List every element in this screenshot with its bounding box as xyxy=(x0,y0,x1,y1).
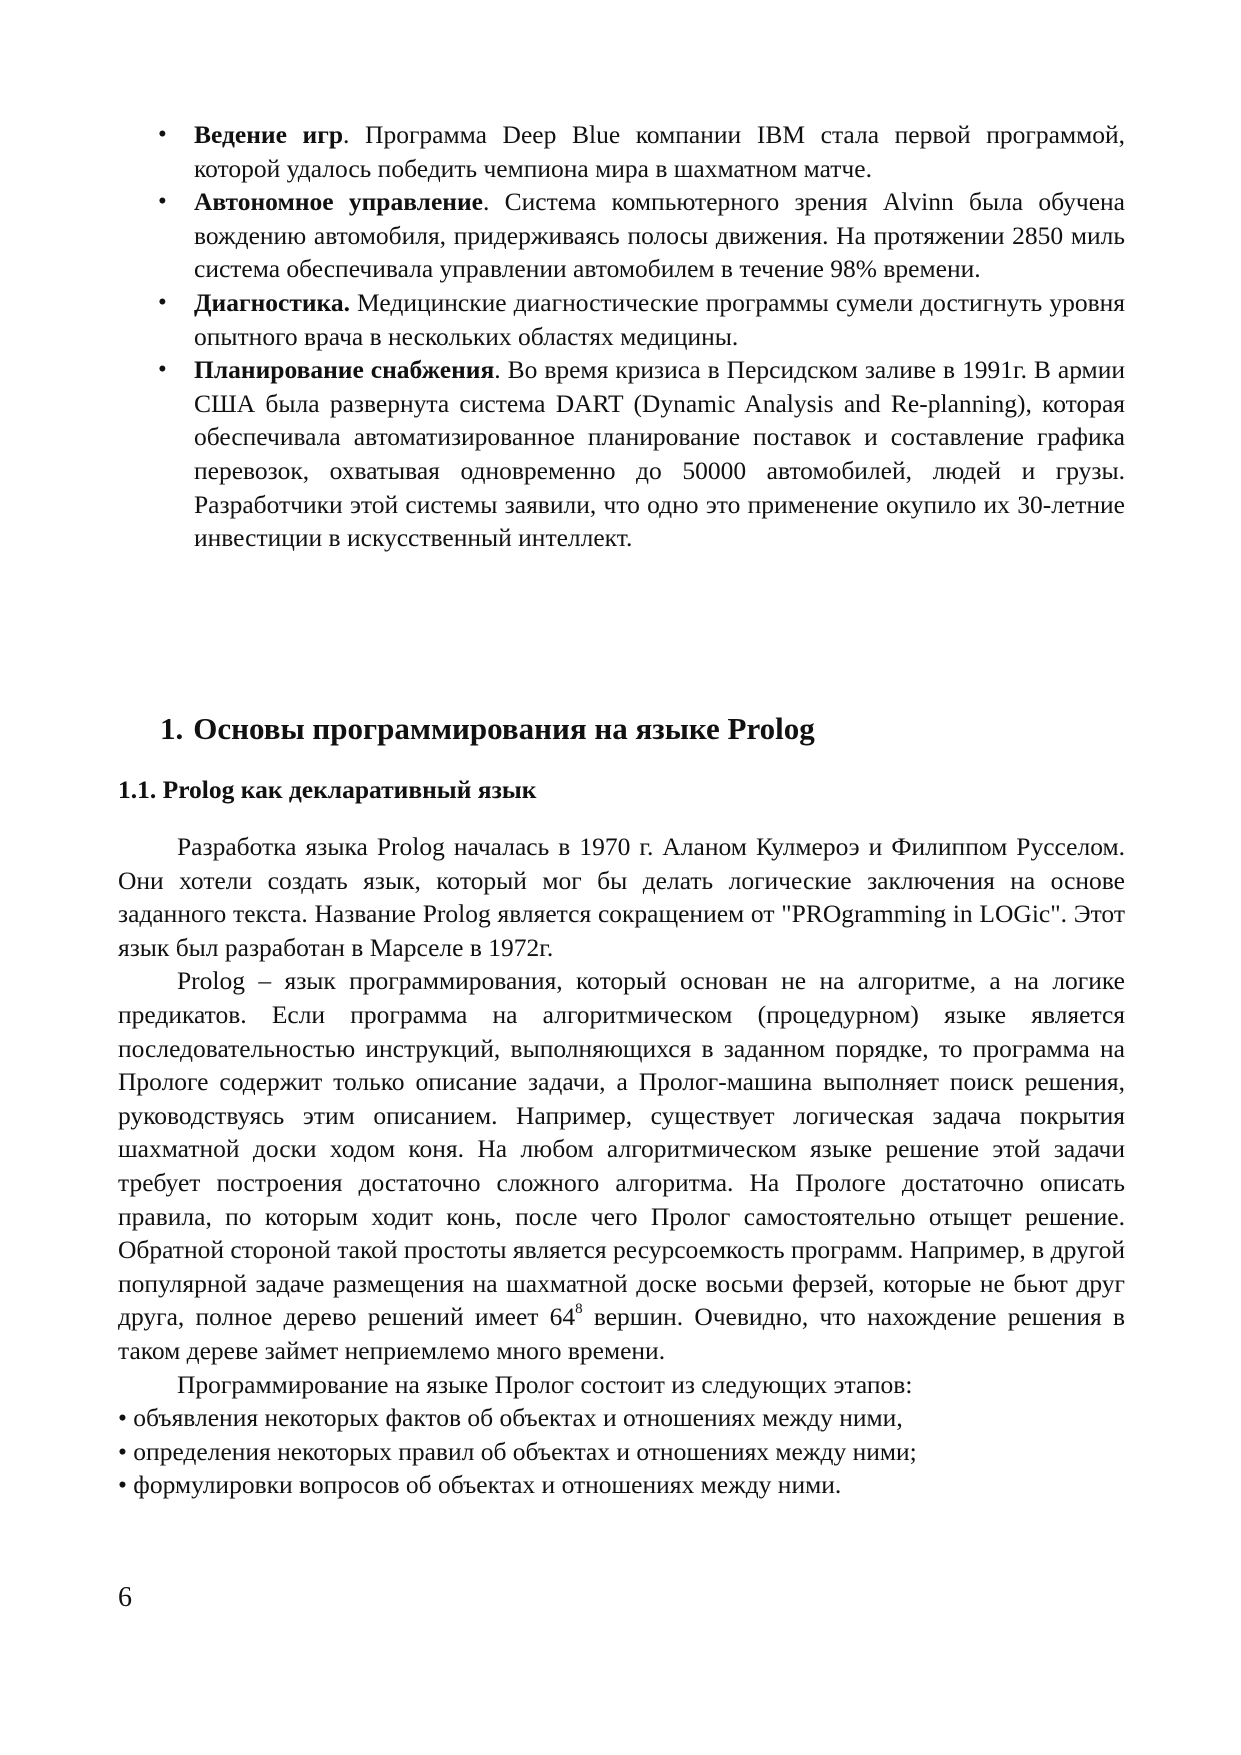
page-number: 6 xyxy=(118,1582,132,1613)
list-item: • определения некоторых правил об объектах и отношениях между ними; xyxy=(118,1436,917,1466)
item-text: Во время кризиса в Персидском заливе в 1991г. В армии США была развернута система DART (Dynamic Analysis and Re-planning), которая обеспечивала автоматизированное планирование поставок и составление графика перевозок, охватывая одновременно до 50000 автомобилей, людей и грузы. Разработчики этой системы заявили, что одно это применение окупило их 30-летние инвестиции в искусственный интеллект. xyxy=(194,355,1125,553)
section-number: 1. xyxy=(160,711,184,746)
list-item: • Автономное управление. Система компьютерного зрения Alvinn была обучена вождению автомобиля, придерживаясь полосы движения. На протяжении 2850 миль система обеспечивала управлении автомобилем в течение 98% времени. xyxy=(158,187,1125,284)
item-text: Система компьютерного зрения Alvinn была обучена вождению автомобиля, придерживаясь полосы движения. На протяжении 2850 миль система обеспечивала управлении автомобилем в течение 98% времени. xyxy=(194,187,1125,284)
stages-list xyxy=(118,1401,1125,1502)
item-text: Программа Deep Blue компании IBM стала первой программой, которой удалось победить чемпиона мира в шахматном матче. xyxy=(194,120,1125,183)
item-title: Ведение игр xyxy=(194,120,344,149)
item-title: Планирование снабжения xyxy=(194,355,495,385)
section-body xyxy=(118,830,1125,1502)
bullet-icon: • xyxy=(158,188,167,216)
paragraph-stages-intro: Программирование на языке Пролог состоит из следующих этапов: xyxy=(177,1369,913,1399)
list-item: • Планирование снабжения. Во время кризиса в Персидском заливе в 1991г. В армии США была развернута система DART (Dynamic Analysis and Re-planning), которая обеспечивала автоматизированное планирование поставок и составление графика перевозок, охватывая одновременно до 50000 автомобилей, людей и грузы. Разработчики этой системы заявили, что одно это применение окупило их 30-летние инвестиции в искусственный интеллект. xyxy=(158,355,1125,553)
list-item: • Ведение игр. Программа Deep Blue компании IBM стала первой программой, которой удалось победить чемпиона мира в шахматном матче. xyxy=(158,120,1125,183)
bullet-icon: • xyxy=(158,288,167,316)
section-heading xyxy=(160,711,815,747)
item-text: Медицинские диагностические программы сумели достигнуть уровня опытного врача в нескольких областях медицины. xyxy=(194,287,1125,351)
list-item: • объявления некоторых фактов об объектах и отношениях между ними, xyxy=(118,1403,903,1433)
item-title: Диагностика. xyxy=(194,287,350,317)
item-title: Автономное управление xyxy=(194,187,483,217)
document-page xyxy=(118,118,1125,1500)
list-item xyxy=(118,286,1125,353)
paragraph-declarative: Prolog – язык программирования, который основан не на алгоритме, а на логике предикатов. Если программа на алгоритмическом (процедурном) языке является последовательностью инструкций, выполняющихся в заданном порядке, то программа на Прологе содержит только описание задачи, а Пролог-машина выполняет поиск решения, руководствуясь этим описанием. Например, существует логическая задача покрытия шахматной доски ходом коня. На любом алгоритмическом языке решение этой задачи требует построения достаточно сложного алгоритма. На Прологе достаточно описать правила, по которым ходит конь, после чего Пролог самостоятельно отыщет решение. Обратной стороной такой простоты является ресурсоемкость программ. Например, в другой популярной задаче размещения на шахматной доске восьми ферзей, которые не бьют друг друга, полное дерево решений имеет $64^8$ вершин. Очевидно, что нахождение решения в таком дереве займет неприемлемо много времени. xyxy=(118,966,1125,1365)
ai-applications-list xyxy=(118,118,1125,555)
bullet-icon: • xyxy=(158,121,167,148)
subsection-heading: 1.1. Prolog как декларативный язык xyxy=(118,775,537,804)
list-item: • формулировки вопросов об объектах и отношениях между ними. xyxy=(118,1470,842,1500)
superscript-exponent: 8 xyxy=(575,1301,583,1318)
paragraph-history: Разработка языка Prolog началась в 1970 г. Аланом Кулмероэ и Филиппом Русселом. Они хотели создать язык, который мог бы делать логические заключения на основе заданного текста. Название Prolog является сокращением от "PROgramming in LOGic". Этот язык был разработан в Марселе в 1972г. xyxy=(118,832,1125,962)
bullet-icon: • xyxy=(158,356,167,384)
section-title: Основы программирования на языке Prolog xyxy=(193,711,815,746)
